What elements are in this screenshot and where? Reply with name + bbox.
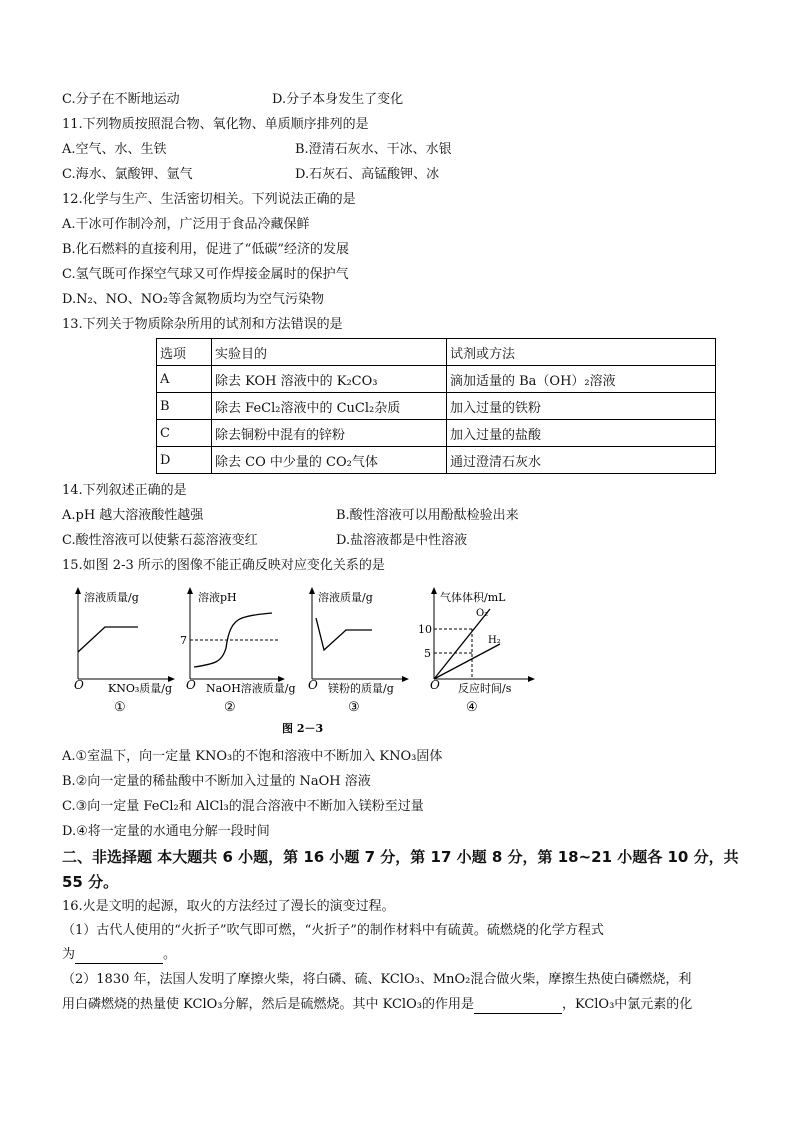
graph-2-number: ② (224, 700, 236, 715)
graph-2-origin: O (186, 678, 196, 692)
q11-option-d: D.石灰石、高锰酸钾、冰 (295, 167, 440, 182)
table-header: 实验目的 (212, 339, 447, 366)
table-header: 选项 (157, 339, 212, 366)
graph-4-tick-5: 5 (424, 647, 431, 660)
table-row (157, 393, 716, 420)
answer-blank[interactable] (474, 999, 562, 1014)
table-cell: 通过澄清石灰水 (447, 447, 716, 474)
graph-4-h2-line (434, 644, 500, 679)
q15-figure (60, 582, 540, 744)
q16-part1-prefix: 为 (62, 947, 76, 962)
table-cell: A (157, 366, 212, 393)
q16-part1-end: 。 (163, 947, 177, 962)
q15-option-c: C.③向一定量 FeCl₂和 AlCl₃的混合溶液中不断加入镁粉至过量 (62, 799, 424, 814)
graph-3-ylabel: 溶液质量/g (318, 591, 373, 604)
graph-1-origin: O (74, 678, 84, 692)
graph-1-xlabel: KNO₃质量/g (108, 682, 173, 695)
q11-stem: 11.下列物质按照混合物、氧化物、单质顺序排列的是 (62, 117, 369, 132)
table-header-row (157, 339, 716, 366)
q15-option-d: D.④将一定量的水通电分解一段时间 (62, 824, 270, 839)
graph-3-xlabel: 镁粉的质量/g (328, 682, 394, 695)
q12-option-b: B.化石燃料的直接利用，促进了“低碳”经济的发展 (62, 242, 349, 257)
graph-4-o2-line (434, 609, 490, 679)
table-header: 试剂或方法 (447, 339, 716, 366)
q16-part2: （2）1830 年，法国人发明了摩擦火柴，将白磷、硫、KClO₃、MnO₂混合做火柴，摩擦生热使白磷燃烧，利 (62, 972, 692, 987)
table-cell: 加入过量的铁粉 (447, 393, 716, 420)
graph-3-origin: O (308, 678, 318, 692)
graph-1-number: ① (114, 700, 126, 715)
table-cell: B (157, 393, 212, 420)
q14-option-c: C.酸性溶液可以使紫石蕊溶液变红 (62, 533, 258, 548)
graph-3 (308, 590, 406, 715)
graph-2-xlabel: NaOH溶液质量/g (206, 682, 296, 695)
q10-option-d: D.分子本身发生了变化 (272, 92, 404, 107)
graph-2-tick: 7 (180, 634, 187, 647)
q13-table (156, 338, 716, 474)
graph-4-ylabel: 气体体积/mL (440, 591, 506, 604)
q14-option-a: A.pH 越大溶液酸性越强 (62, 508, 204, 523)
q13-stem: 13.下列关于物质除杂所用的试剂和方法错误的是 (62, 317, 343, 332)
graph-4-tick-10: 10 (418, 623, 432, 636)
q11-option-a: A.空气、水、生铁 (62, 142, 167, 157)
table-row (157, 366, 716, 393)
table-cell: 除去 KOH 溶液中的 K₂CO₃ (212, 366, 447, 393)
q11-option-b: B.澄清石灰水、干冰、水银 (295, 142, 452, 157)
q15-option-a: A.①室温下，向一定量 KNO₃的不饱和溶液中不断加入 KNO₃固体 (62, 749, 443, 764)
section-heading: 二、非选择题 本大题共 6 小题，第 16 小题 7 分，第 17 小题 8 分，第 18~21 小题各 10 分，共 (62, 848, 739, 866)
graph-1-curve (78, 627, 138, 652)
graph-2 (180, 590, 296, 715)
graph-1 (74, 590, 172, 715)
q14-option-d: D.盐溶液都是中性溶液 (336, 533, 468, 548)
q16-part1-answer-line (62, 946, 176, 964)
q14-option-b: B.酸性溶液可以用酚酞检验出来 (336, 508, 519, 523)
table-cell: 除去 FeCl₂溶液中的 CuCl₂杂质 (212, 393, 447, 420)
table-cell: D (157, 447, 212, 474)
figure-caption: 图 2－3 (282, 722, 324, 735)
q16-part2-cont (62, 996, 692, 1014)
q16-part2-text: 用白磷燃烧的热量使 KClO₃分解，然后是硫燃烧。其中 KClO₃的作用是 (62, 997, 474, 1012)
graph-4-series-o2: O₂ (476, 608, 489, 619)
table-cell: 滴加适量的 Ba（OH）₂溶液 (447, 366, 716, 393)
q16-stem: 16.火是文明的起源，取火的方法经过了漫长的演变过程。 (62, 899, 395, 914)
q12-option-d: D.N₂、NO、NO₂等含氮物质均为空气污染物 (62, 292, 324, 307)
q12-option-c: C.氢气既可作探空气球又可作焊接金属时的保护气 (62, 267, 349, 282)
table-row (157, 447, 716, 474)
q16-part2-tail: ，KClO₃中氯元素的化 (561, 997, 693, 1012)
q10-option-c: C.分子在不断地运动 (62, 92, 180, 107)
section-heading-cont: 55 分。 (62, 873, 119, 891)
graph-1-ylabel: 溶液质量/g (84, 591, 139, 604)
graph-4-xlabel: 反应时间/s (458, 682, 512, 695)
q14-stem: 14.下列叙述正确的是 (62, 483, 187, 498)
table-cell: C (157, 420, 212, 447)
graph-3-number: ③ (348, 700, 360, 715)
q12-stem: 12.化学与生产、生活密切相关。下列说法正确的是 (62, 192, 356, 207)
graph-4-series-h2: H₂ (488, 635, 501, 646)
table-cell: 除去铜粉中混有的锌粉 (212, 420, 447, 447)
answer-blank[interactable] (75, 949, 163, 964)
table-cell: 除去 CO 中少量的 CO₂气体 (212, 447, 447, 474)
graph-2-ylabel: 溶液pH (198, 591, 237, 604)
graph-4-number: ④ (466, 700, 478, 715)
q16-part1: （1）古代人使用的“火折子”吹气即可燃，“火折子”的制作材料中有硫黄。硫燃烧的化学方程式 (62, 923, 604, 938)
graph-4-origin: O (430, 678, 440, 692)
q15-option-b: B.②向一定量的稀盐酸中不断加入过量的 NaOH 溶液 (62, 774, 371, 789)
table-cell: 加入过量的盐酸 (447, 420, 716, 447)
table-row (157, 420, 716, 447)
q15-stem: 15.如图 2-3 所示的图像不能正确反映对应变化关系的是 (62, 558, 385, 573)
graph-3-curve (316, 618, 372, 650)
q11-option-c: C.海水、氯酸钾、氩气 (62, 167, 193, 182)
graph-4 (418, 590, 532, 715)
q12-option-a: A.干冰可作制冷剂，广泛用于食品冷藏保鲜 (62, 217, 310, 232)
